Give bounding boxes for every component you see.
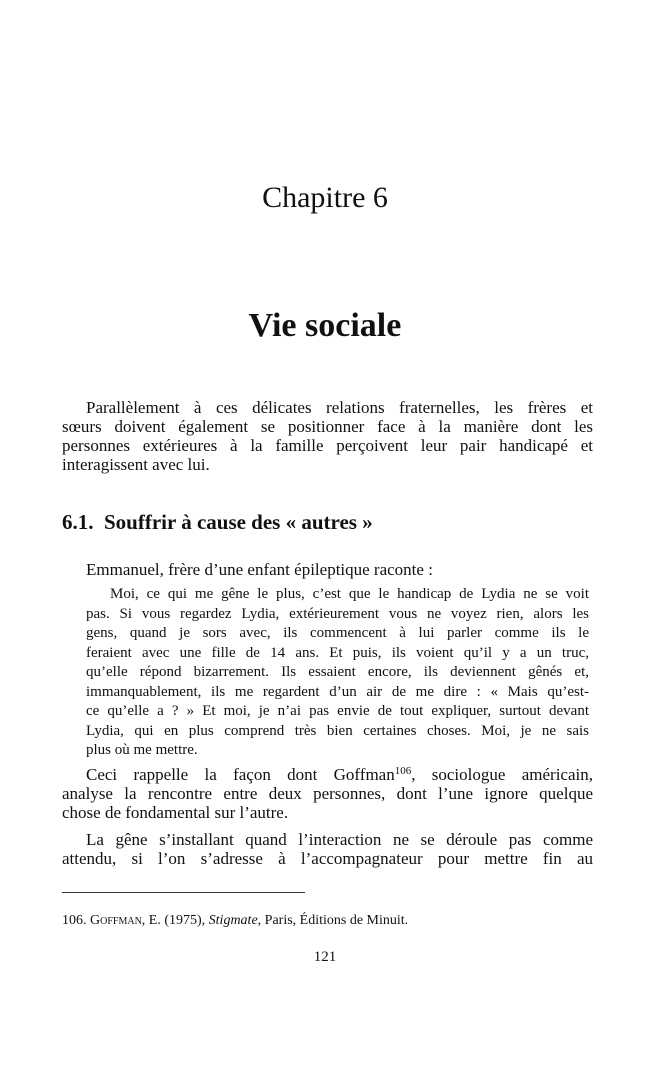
quote-line: qu’elle répond bizarrement. Ils essaient encore, ils deviennent gênés et, [86,664,589,680]
section-number: 6.1. [62,510,94,534]
text-line: La gêne s’installant quand l’interaction ne se déroule pas comme [86,830,593,849]
goffman-paragraph [62,765,593,822]
quote-line: plus où me mettre. [86,742,198,758]
quote-line: gens, quand je sors avec, ils commencent à lui parler comme ils le [86,625,589,641]
footnote-separator [62,892,305,893]
footnote-publisher: , Paris, Éditions de Minuit. [257,913,409,928]
quote-lead-in: Emmanuel, frère d’une enfant épileptique raconte : [86,560,433,579]
intro-paragraph [62,398,593,474]
footnote-work-title: Stigmate [208,913,258,928]
block-quote [86,585,589,761]
text-fragment: , sociologue américain, [411,765,593,784]
text-line: attendu, si l’on s’adresse à l’accompagnateur pour mettre fin au [62,849,593,868]
text-line [62,765,593,784]
chapter-label: Chapitre 6 [262,181,388,214]
footnote-author: Goffman, E. [90,913,161,928]
quote-line: Moi, ce qui me gêne le plus, c’est que le handicap de Lydia ne se voit [110,586,589,602]
page-number: 121 [313,949,337,965]
quote-line: pas. Si vous regardez Lydia, extérieurement vous ne voyez rien, alors les [86,605,589,622]
text-line: sœurs doivent également se positionner face à la manière dont les [62,417,593,436]
footnote-number: 106. [62,913,87,928]
text-line: Parallèlement à ces délicates relations fraternelles, les frères et [86,398,593,417]
section-heading [62,509,373,535]
text-line: chose de fondamental sur l’autre. [62,803,289,822]
chapter-title: Vie sociale [248,307,402,344]
text-line: interagissent avec lui. [62,455,210,474]
quote-line: Lydia, qui en plus comprend très bien certaines choses. Moi, je ne sais [86,722,589,739]
text-fragment: Ceci rappelle la façon dont Goffman [86,765,395,784]
quote-line: immanquablement, ils me regardent d’un air de me dire : « Mais qu’est- [86,683,589,700]
section-title: Souffrir à cause des « autres » [104,510,373,534]
footnote [62,912,408,930]
quote-line: feraient avec une fille de 14 ans. Et puis, ils voient qu’il y a un truc, [86,644,589,661]
footnote-reference[interactable]: 106 [394,765,412,777]
quote-line: ce qu’elle a ? » Et moi, je n’ai pas envie de tout expliquer, surtout devant [86,703,589,719]
gene-paragraph [62,830,593,868]
text-line: personnes extérieures à la famille perçoivent leur pair handicapé et [62,436,593,455]
text-line: analyse la rencontre entre deux personnes, dont l’une ignore quelque [62,784,593,803]
footnote-year: (1975), [164,913,206,928]
